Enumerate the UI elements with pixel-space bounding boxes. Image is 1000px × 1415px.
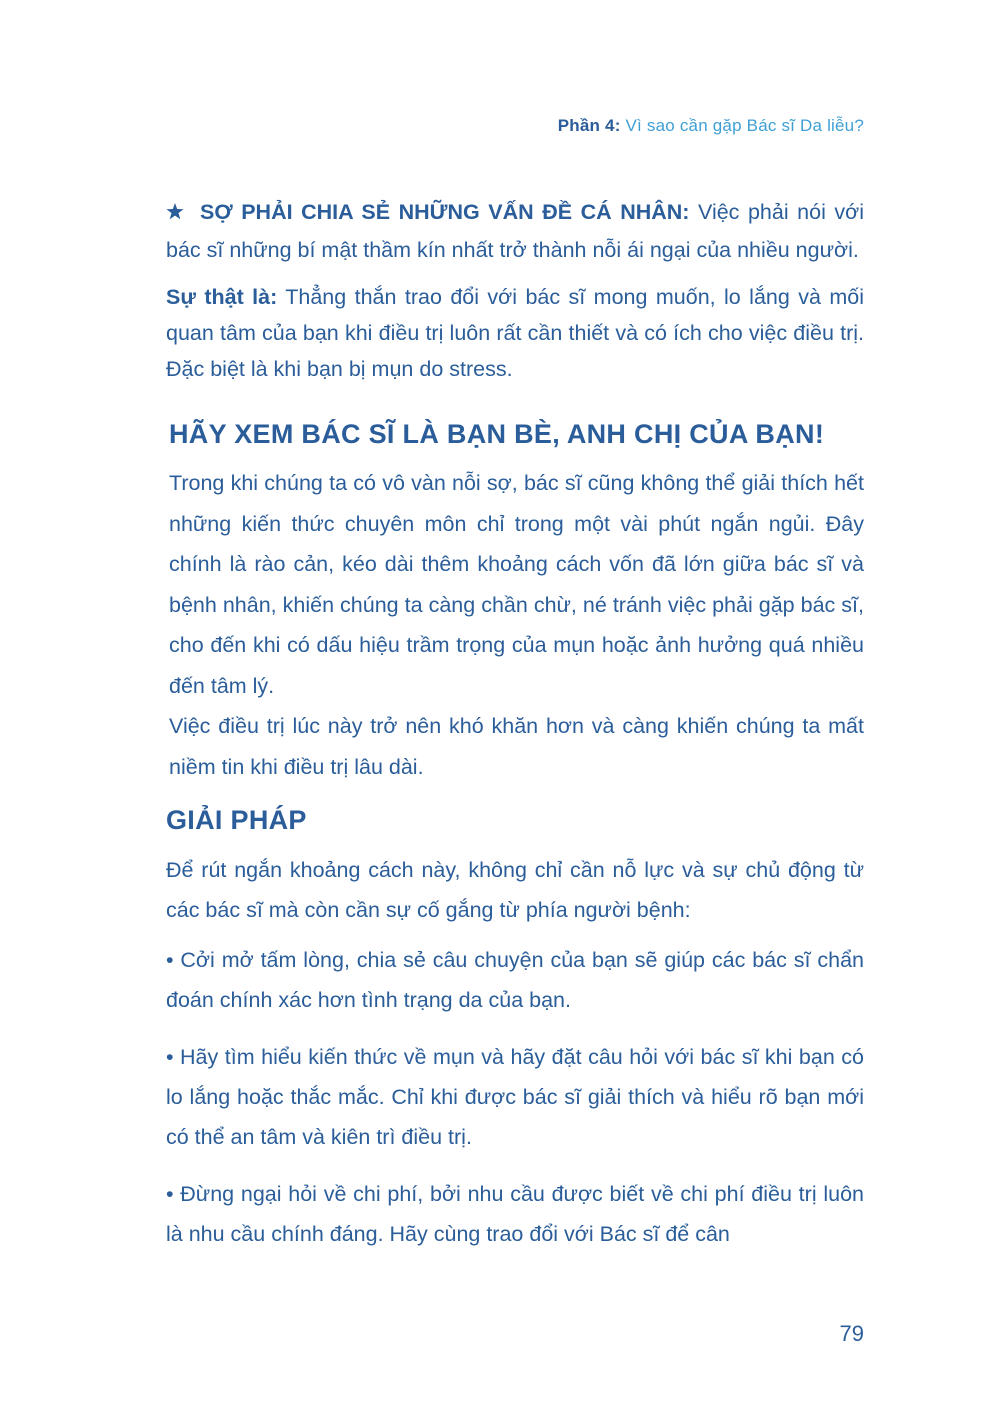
page-number: 79 [839,1321,864,1346]
solution-bullet: • Cởi mở tấm lòng, chia sẻ câu chuyện của bạn sẽ giúp các bác sĩ chẩn đoán chính xác hơn tình trạng da của bạn. [166,948,864,1012]
header-part-title: Vì sao cần gặp Bác sĩ Da liễu? [625,116,864,135]
star-icon [166,196,186,232]
header-part-label: Phần 4: [557,116,621,135]
friend-body [169,463,864,787]
solution-bullet: • Hãy tìm hiểu kiến thức về mụn và hãy đặt câu hỏi với bác sĩ khi bạn có lo lắng hoặc thắc mắc. Chỉ khi được bác sĩ giải thích và hiểu rõ bạn mới có thể an tâm và kiên trì điều trị. [166,1045,864,1149]
truth-paragraph [166,279,864,387]
page-content [166,194,864,1254]
friend-paragraph-1: Trong khi chúng ta có vô vàn nỗi sợ, bác sĩ cũng không thể giải thích hết những kiến thức chuyên môn chỉ trong một vài phút ngắn ngủi. Đây chính là rào cản, kéo dài thêm khoảng cách vốn đã lớn giữa bác sĩ và bệnh nhân, khiến chúng ta càng chần chừ, né tránh việc phải gặp bác sĩ, cho đến khi có dấu hiệu trầm trọng của mụn hoặc ảnh hưởng quá nhiều đến tâm lý. [169,471,864,698]
truth-label: Sự thật là: [166,285,278,309]
fear-text: Việc phải nói với bác sĩ những bí mật thầm kín nhất trở thành nỗi ái ngại của nhiều người. [166,200,864,262]
friend-paragraph-2: Việc điều trị lúc này trở nên khó khăn hơn và càng khiến chúng ta mất niềm tin khi điều trị lâu dài. [169,714,864,779]
solution-bullet: • Đừng ngại hỏi về chi phí, bởi nhu cầu được biết về chi phí điều trị luôn là nhu cầu chính đáng. Hãy cùng trao đổi với Bác sĩ để cân [166,1182,864,1246]
section-heading-friend: HÃY XEM BÁC SĨ LÀ BẠN BÈ, ANH CHỊ CỦA BẠN! [169,419,825,449]
fear-item [166,194,864,268]
section-heading-solution: GIẢI PHÁP [166,805,307,835]
truth-text: Thẳng thắn trao đổi với bác sĩ mong muốn, lo lắng và mối quan tâm của bạn khi điều trị luôn rất cần thiết và có ích cho việc điều trị. Đặc biệt là khi bạn bị mụn do stress. [166,285,864,381]
solution-intro: Để rút ngắn khoảng cách này, không chỉ cần nỗ lực và sự chủ động từ các bác sĩ mà còn cần sự cố gắng từ phía người bệnh: [166,858,864,922]
fear-heading: SỢ PHẢI CHIA SẺ NHỮNG VẤN ĐỀ CÁ NHÂN: [200,200,690,224]
running-header [558,116,864,136]
